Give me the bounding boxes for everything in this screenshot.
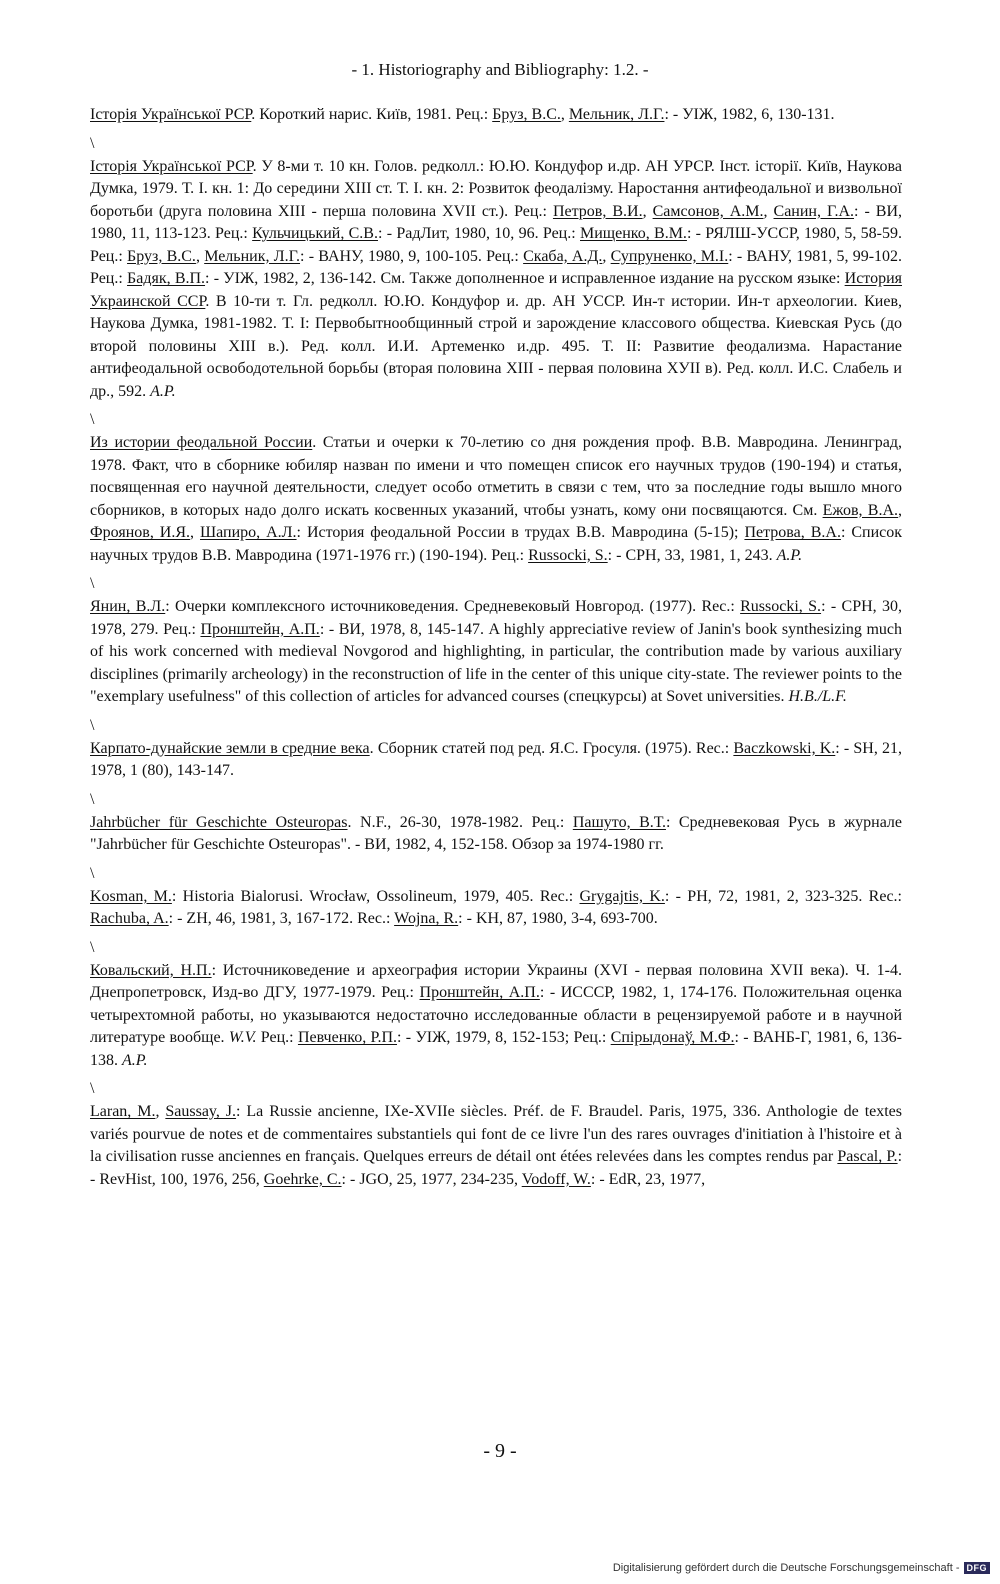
underlined-reference: Фроянов, И.Я. (90, 524, 191, 541)
bibliography-entry (90, 596, 902, 709)
entry-text: : - ВИ, 1978, 8, 145-147. A highly appreciative review of Janin's book synthesizing much of his work concerned with medieval Novgorod and highlighting, in particular, the contribution made by various auxiliary disciplines (primarily archeology) in the reconstruction of life in the center of this unique city-state. The reviewer points to the "exemplary usefulness" of this collection of articles for advanced courses (спецкурсы) at Sovet universities. (90, 620, 903, 705)
bibliography-entry (90, 104, 902, 127)
underlined-reference: Saussay, J. (165, 1103, 237, 1120)
underlined-reference: Russocki, S. (528, 546, 608, 564)
entry-text: . Короткий нарис. Київ, 1981. Рец.: (251, 106, 493, 123)
underlined-reference: Мельник, Л.Г. (204, 247, 301, 265)
entry-text: : Очерки комплексного источниковедения. Средневековый Новгород. (1977). Rec.: (165, 598, 741, 615)
bibliography-entry (90, 812, 902, 857)
digitization-credit-text: Digitalisierung gefördert durch die Deutsche Forschungsgemeinschaft - (612, 1562, 960, 1574)
entry-text: , (190, 524, 200, 541)
entry-text: . У 8-ми т. 10 кн. Голов. редколл.: Ю.Ю. Кондуфор и.др. АН УРСР. Інст. історії. Київ, Наукова Думка, 1979. Т. І. кн. 1: До середини XIII ст. Т. І. кн. 2: Розвиток феодалізму. Наростання антифеодальної и визвольної боротьби (друга половина XIII - перша половина XVII ст.). Рец.: (90, 157, 902, 220)
entry-separator: \ (90, 411, 95, 428)
entry-text: , (155, 1103, 166, 1120)
underlined-reference: Пронштейн, А.П. (200, 620, 320, 638)
underlined-reference: Супруненко, М.І. (610, 247, 729, 265)
underlined-reference: Wojna, R. (394, 910, 459, 927)
reviewer-initials: H.B./L.F. (788, 688, 847, 705)
entry-text: : - SH, 21, 1978, 1 (80), 143-147. (90, 739, 902, 779)
entry-text: : - PH, 72, 1981, 2, 323-325. Rec.: (664, 887, 902, 905)
underlined-reference: Kosman, M. (90, 887, 172, 905)
entry-text: . Статьи и очерки к 70-летию со дня рождения проф. В.В. Мавродина. Ленинград, 1978. Факт, что в сборнике юбиляр назван по имени и что помещен список его научных трудов (190-194) и статья, посвященная его научной деятельности, следует особо отметить в связи с тем, что за последние годы вышло много сборников, в которых надо долго искать косвенных указаний, чтобы узнать, кому они посвящаются. См. (90, 434, 902, 519)
entry-text: : - RevHist, 100, 1976, 256, (90, 1148, 903, 1188)
underlined-reference: Мищенко, В.М. (580, 225, 687, 242)
underlined-reference: Пашуто, В.Т. (572, 813, 666, 831)
underlined-reference: Певченко, Р.П. (297, 1029, 397, 1046)
entry-text: . В 10-ти т. Гл. редколл. Ю.Ю. Кондуфор и. др. АН УССР. Ин-т истории. Ин-т археологии. Киев, Наукова Думка, 1981-1982. Т. I: Первобытнообщинный строй и зарождение классового общества. Киевская Русь (до второй половины XIII в.). Ред. колл. И.И. Артеменко и.др. 495. Т. II: Развитие феодализма. Нарастание антифеодальной освободотельной борьбы (вторая половина XIII - первая половина XУII в). Ред. колл. И.С. Слабель и др., 592. (90, 292, 902, 400)
underlined-reference: Петрова, В.А. (744, 524, 841, 541)
bibliography-entry (90, 432, 902, 567)
underlined-reference: Из истории феодальной России (90, 434, 313, 451)
underlined-reference: Санин, Г.А. (773, 202, 855, 220)
running-header: - 1. Historiography and Bibliography: 1.2. - (351, 60, 649, 79)
underlined-reference: Спірыдонаў, М.Ф. (610, 1029, 735, 1046)
entry-separator: \ (90, 716, 95, 734)
entry-separator: \ (90, 864, 95, 882)
entry-text: . N.F., 26-30, 1978-1982. Рец.: (347, 813, 573, 831)
bibliography-list (90, 104, 902, 1198)
bibliography-entry (90, 960, 902, 1073)
entry-separator: \ (90, 790, 95, 808)
reviewer-initials: A.P. (122, 1051, 148, 1069)
entry-text: : - УІЖ, 1982, 6, 130-131. (664, 106, 835, 123)
entry-text: : Historia Bialorusi. Wrocław, Ossolineum, 1979, 405. Rec.: (171, 887, 580, 905)
reviewer-initials: A.P. (776, 546, 803, 564)
underlined-reference: Rachuba, A. (90, 910, 169, 927)
entry-text: , (560, 106, 569, 123)
underlined-reference: Goehrke, C. (263, 1170, 342, 1188)
entry-text: : La Russie ancienne, IXe-XVIIe siècles. Préf. de F. Braudel. Paris, 1975, 336. Anthologie de textes variés pourvue de notes et de commentaires substantiels qui font de ce livre l'un des rares ouvrages d'initiation à l'histoire et à la civilisation russe anciennes en français. Quelques erreurs de détail ont étées relevées dans les comptes rendus par (90, 1103, 903, 1165)
entry-text: , (898, 501, 902, 519)
entry-separator: \ (90, 134, 95, 152)
underlined-reference: История Украинской ССР (90, 270, 902, 310)
reviewer-initials: A.P. (150, 382, 176, 400)
underlined-reference: Карпато-дунайские земли в средние века (90, 739, 370, 757)
underlined-reference: Laran, M. (90, 1103, 156, 1120)
underlined-reference: Baczkowski, K. (733, 739, 836, 757)
entry-text: : - ВАНУ, 1981, 5, 99-102. Рец.: (90, 247, 903, 287)
underlined-reference: Мельник, Л.Г. (568, 106, 665, 123)
dfg-logo: DFG (964, 1562, 991, 1574)
reviewer-initials: W.V. (228, 1029, 257, 1046)
entry-text: : - EdR, 23, 1977, (590, 1170, 706, 1188)
underlined-reference: Кульчицький, С.В. (252, 225, 378, 242)
entry-text: , (642, 202, 653, 220)
entry-text: : Источниковедение и археография истории Украины (XVI - первая половина XVII века). Ч. 1-4. Днепропетровск, Изд-во ДГУ, 1977-1979. Рец.: (90, 961, 902, 1001)
entry-text: : - СРН, 30, 1978, 279. Рец.: (90, 598, 903, 638)
entry-text: : - РадЛит, 1980, 10, 96. Рец.: (377, 225, 580, 242)
entry-text: : Средневековая Русь в журнале "Jahrbücher für Geschichte Osteuropas". - ВИ, 1982, 4, 152-158. Обзор за 1974-1980 гг. (90, 813, 903, 853)
entry-text: : История феодальной России в трудах В.В. Мавродина (5-15); (296, 524, 745, 541)
entry-text: : - ВИ, 1980, 11, 113-123. Рец.: (90, 202, 903, 242)
underlined-reference: Vodoff, W. (521, 1170, 591, 1188)
page-number: - 9 - (483, 1440, 517, 1462)
bibliography-entry (90, 156, 902, 404)
underlined-reference: Історія Української РСР (90, 157, 253, 175)
entry-text: : - ВАНБ-Г, 1981, 6, 136-138. (90, 1029, 903, 1069)
underlined-reference: Шапиро, А.Л. (200, 524, 297, 541)
entry-text: . Сборник статей под ред. Я.С. Гросуля. (1975). Rec.: (369, 739, 734, 757)
underlined-reference: Петров, В.И. (552, 202, 643, 220)
underlined-reference: Історія Української РСР (90, 106, 252, 123)
underlined-reference: Бруз, В.С. (492, 106, 561, 123)
entry-text: : - JGO, 25, 1977, 234-235, (341, 1170, 522, 1188)
entry-text: , (763, 202, 774, 220)
bibliography-entry (90, 738, 902, 783)
entry-text: Рец.: (256, 1029, 298, 1046)
underlined-reference: Бруз, В.С. (127, 247, 196, 265)
underlined-reference: Пронштейн, А.П. (419, 984, 540, 1001)
digitization-credit (613, 1562, 990, 1574)
entry-separator: \ (90, 938, 95, 956)
underlined-reference: Самсонов, А.М. (652, 202, 764, 220)
underlined-reference: Pascal, P. (837, 1148, 898, 1165)
entry-separator: \ (90, 575, 95, 592)
underlined-reference: Янин, В.Л. (90, 598, 166, 615)
underlined-reference: Jahrbücher für Geschichte Osteuropas (90, 813, 348, 831)
underlined-reference: Ковальский, Н.П. (90, 961, 212, 979)
entry-text: : - ВАНУ, 1980, 9, 100-105. Рец.: (300, 247, 524, 265)
underlined-reference: Grygajtis, K. (579, 887, 665, 905)
entry-text: : - РЯЛШ-УССР, 1980, 5, 58-59. Рец.: (90, 225, 902, 265)
entry-text: , (602, 247, 611, 265)
underlined-reference: Ежов, В.А. (822, 501, 898, 519)
underlined-reference: Скаба, А.Д. (523, 247, 603, 265)
entry-text: : - KH, 87, 1980, 3-4, 693-700. (458, 910, 658, 927)
entry-text: : - ZH, 46, 1981, 3, 167-172. Rec.: (168, 910, 395, 927)
entry-text: : - УІЖ, 1982, 2, 136-142. См. Также дополненное и исправленное издание на русском языке: (205, 270, 845, 287)
underlined-reference: Russocki, S. (740, 598, 822, 615)
entry-text: : - ИСССР, 1982, 1, 174-176. Положительная оценка четырехтомной работы, но указываются недостаточно исследованные области в рецензируемой работе и в научной литературе вообще. (90, 984, 903, 1046)
entry-separator: \ (90, 1080, 95, 1097)
entry-text: : - СРН, 33, 1981, 1, 243. (607, 546, 777, 564)
bibliography-entry (90, 1101, 902, 1191)
entry-text: : Список научных трудов В.В. Мавродина (1971-1976 гг.) (190-194). Рец.: (90, 524, 903, 564)
entry-text: : - УІЖ, 1979, 8, 152-153; Рец.: (397, 1029, 611, 1046)
underlined-reference: Бадяк, В.П. (127, 270, 206, 287)
bibliography-entry (90, 886, 902, 931)
entry-text: , (195, 247, 205, 265)
